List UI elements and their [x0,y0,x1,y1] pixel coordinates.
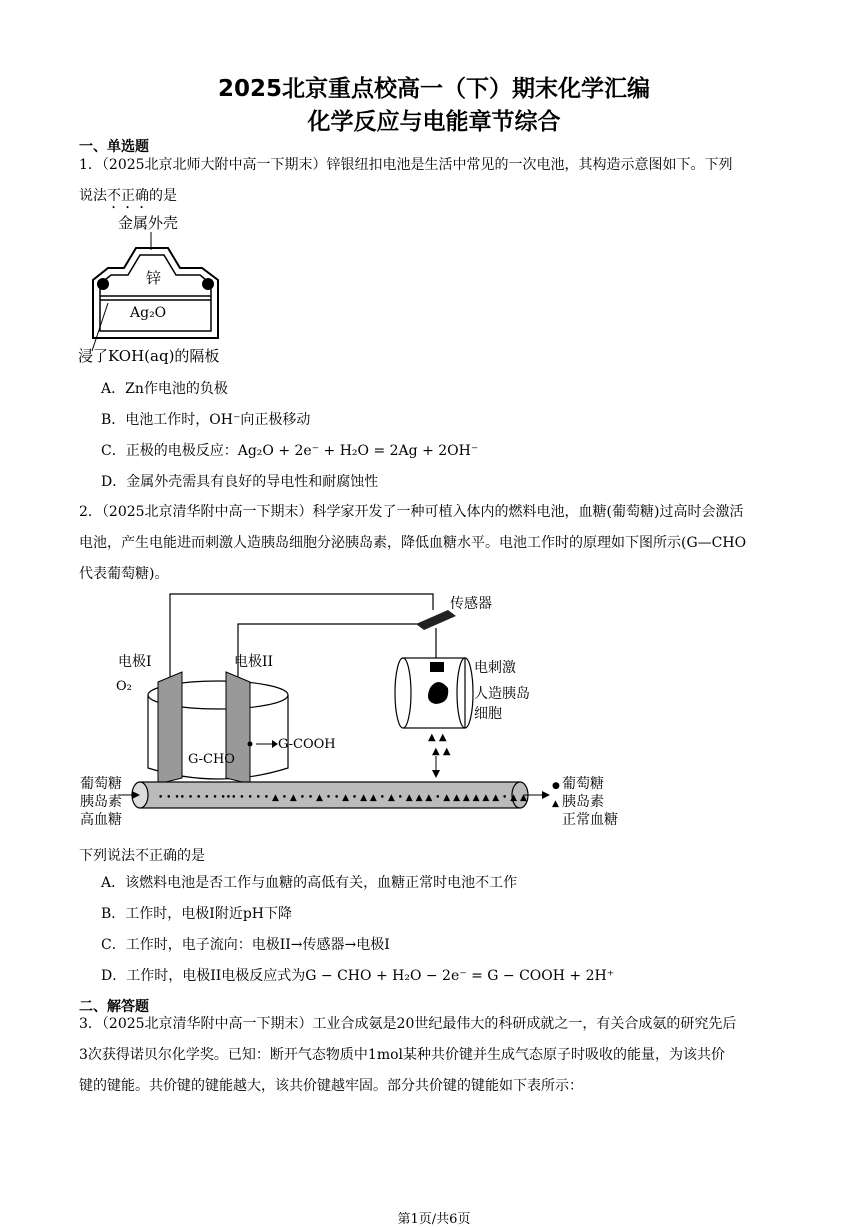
zn-label: 锌 [146,269,162,287]
page-title-line1: 2025北京重点校高一（下）期末化学汇编 [217,76,650,102]
q2-stem [79,497,791,590]
q1-option-a: A．Zn作电池的负极 [101,381,228,397]
emphasis-text: 不正确 [107,188,149,204]
q1-stem-line1: 1．（2025北京北师大附中高一下期末）锌银纽扣电池是生活中常见的一次电池，其构造示意图如下。下列 [79,157,733,173]
q3-stem-line2: 3次获得诺贝尔化学奖。已知：断开气态物质中1mol某种共价键并生成气态原子时吸收的能量，为该共价 [79,1047,725,1063]
ag2o-label: Ag₂O [130,305,167,321]
q2-question: 下列说法不正确的是 [79,848,205,864]
q3-stem-line1: 3．（2025北京清华附中高一下期末）工业合成氨是20世纪最伟大的科研成就之一，有关合成氨的研究先后 [79,1016,737,1032]
svg-text:▲ ▲: ▲ ▲ [428,732,447,743]
shell-label: 金属外壳 [118,214,179,232]
stimulate-label: 电刺激 [474,660,516,676]
gcooh-label: G-COOH [278,737,336,752]
fuel-cell-figure [78,588,638,836]
q1-stem-line2: 说法不正确的是 [79,188,177,204]
q1-stem [79,150,791,212]
q2-option-d: D．工作时，电极II电极反应式为G − CHO + H₂O − 2e⁻ = G − COOH + 2H⁺ [101,968,615,984]
section-heading-answer: 二、解答题 [79,999,149,1015]
svg-text:▲ ▲: ▲ ▲ [432,746,451,757]
right-label-glucose: 葡萄糖 [562,776,604,792]
separator-label: 浸了KOH(aq)的隔板 [78,347,220,365]
page-title-line2: 化学反应与电能章节综合 [307,109,561,135]
left-label-high-glucose: 高血糖 [80,812,122,828]
q3-stem-line3: 键的键能。共价键的键能越大，该共价键越牢固。部分共价键的键能如下表所示： [79,1078,583,1094]
svg-text:●: ● [552,781,560,791]
q2-option-a: A．该燃料电池是否工作与血糖的高低有关，血糖正常时电池不工作 [101,875,518,891]
svg-text:• • •• • • • • ••• • • • • ▲: • • •• • • • • ••• • • • • ▲ • ▲ • • ▲ • • ▲ • ▲ ▲ • ▲ • ▲ ▲ ▲ • ▲ ▲ ▲ ▲ ▲ ▲ • ▲ ▲ [158,793,527,803]
section-heading-single-choice: 一、单选题 [79,139,149,155]
islet-cell-label-1: 人造胰岛 [474,686,530,702]
q2-option-b: B．工作时，电极I附近pH下降 [101,906,292,922]
right-label-normal-glucose: 正常血糖 [562,812,618,828]
q1-option-b: B．电池工作时，OH⁻向正极移动 [101,412,311,428]
electrode2-label: 电极II [234,654,274,670]
o2-label: O₂ [116,679,132,694]
q3-stem [79,1009,791,1102]
q2-stem-line2: 电池，产生电能进而刺激人造胰岛细胞分泌胰岛素，降低血糖水平。电池工作时的原理如下图所示(G—CHO [79,535,747,551]
q2-stem-line1: 2．（2025北京清华附中高一下期末）科学家开发了一种可植入体内的燃料电池，血糖(葡萄糖)过高时会激活 [79,504,744,520]
q2-option-c: C．工作时，电子流向：电极II→传感器→电极I [101,937,390,953]
left-label-glucose: 葡萄糖 [80,776,122,792]
gcho-label: G-CHO [188,752,235,767]
right-label-insulin: 胰岛素 [562,794,604,810]
electrode1-label: 电极I [118,654,152,670]
q1-option-c: C．正极的电极反应：Ag₂O + 2e⁻ + H₂O = 2Ag + 2OH⁻ [101,443,479,459]
button-battery-figure [78,208,258,368]
page-footer: 第1页/共6页 [397,1212,471,1227]
q1-option-d: D．金属外壳需具有良好的导电性和耐腐蚀性 [101,474,379,490]
svg-text:▲: ▲ [552,799,559,809]
islet-cell-label-2: 细胞 [474,706,502,722]
q2-stem-line3: 代表葡萄糖)。 [79,566,169,582]
sensor-label: 传感器 [450,596,492,612]
left-label-insulin: 胰岛素 [80,794,122,810]
